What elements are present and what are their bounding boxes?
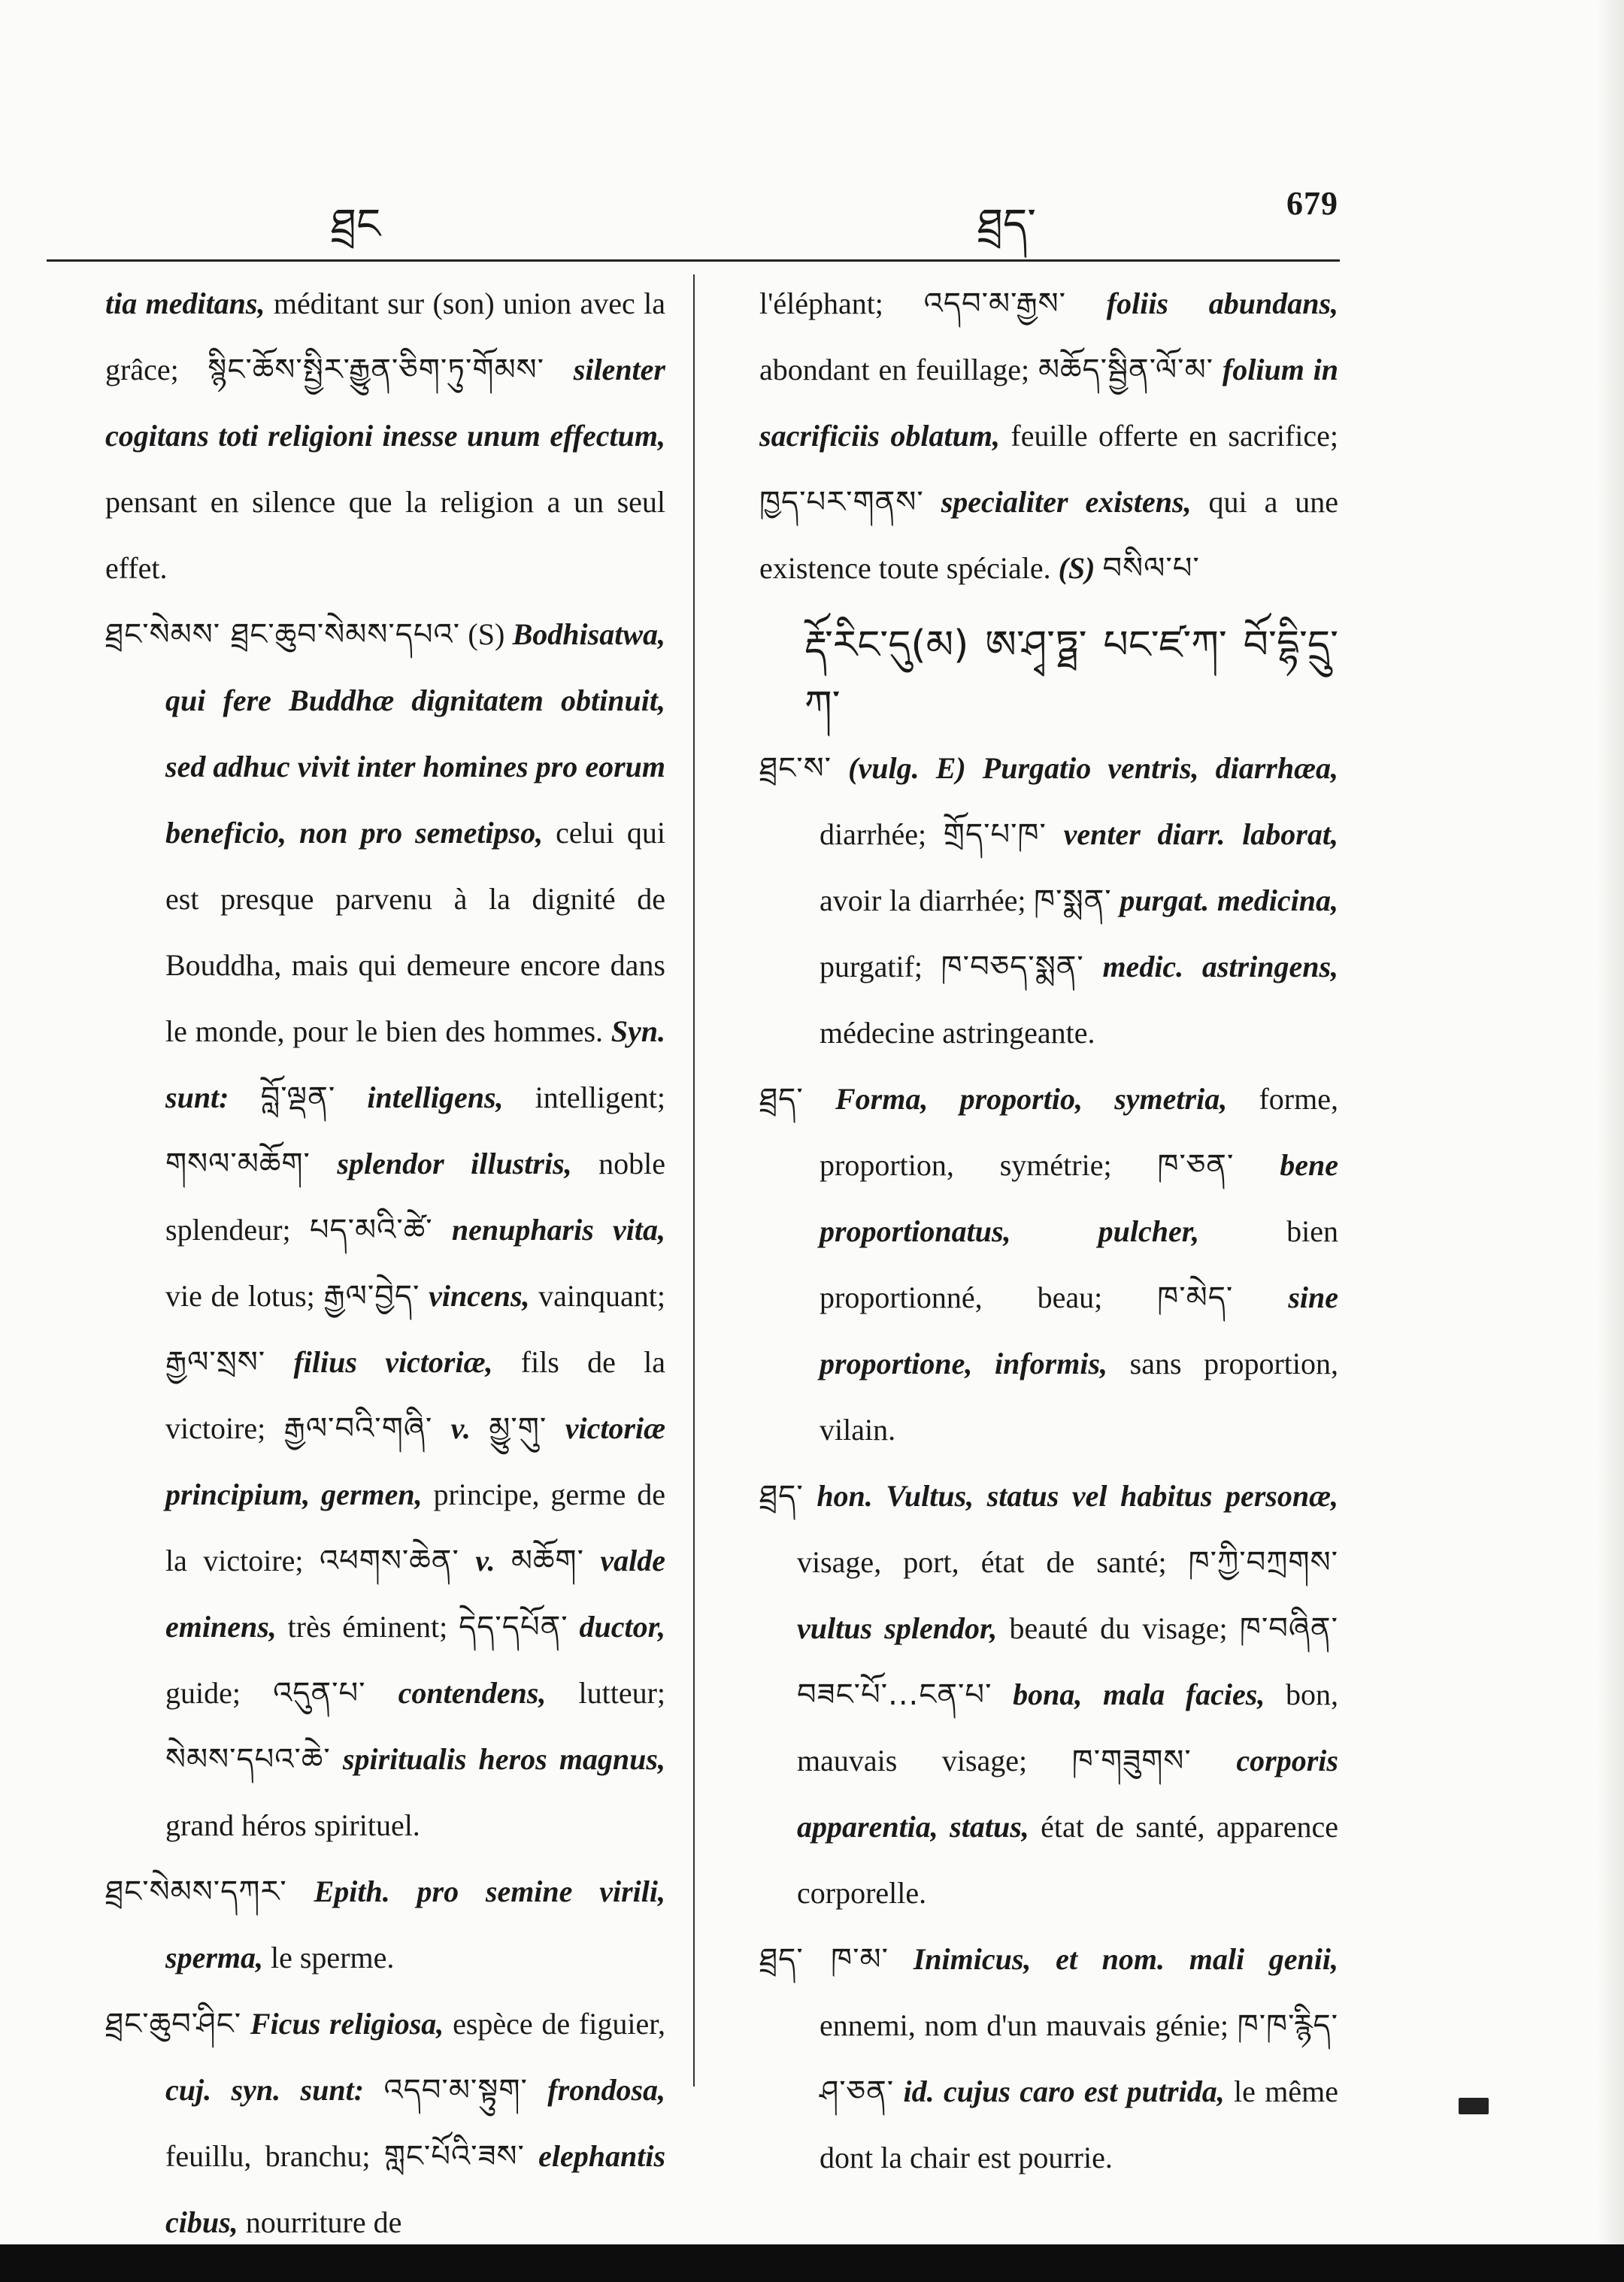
tibetan-term: ཁ་ཁ་རྙིད་ཤ་ཅན་ <box>820 2008 1338 2109</box>
tibetan-term: ཁ་ཅན་ <box>1157 1148 1235 1183</box>
latin-gloss: Bodhisatwa, qui fere Buddhæ dignitatem obtinuit, sed adhuc vivit inter homines pro eorum beneficio, non pro semetipso, <box>165 617 666 850</box>
french-gloss: l'éléphant; <box>759 286 924 320</box>
latin-gloss: silenter cogitans toti religioni inesse unum effectum, <box>105 353 665 453</box>
tibetan-term: བློ་ལྡན་ <box>260 1080 336 1115</box>
tibetan-term: ཁ་སྨན་ <box>1034 883 1112 918</box>
french-gloss: vie de lotus; <box>165 1279 324 1313</box>
margin-mark <box>1459 2098 1489 2114</box>
latin-gloss: hon. Vultus, status vel habitus personæ, <box>803 1479 1338 1513</box>
latin-gloss: Inimicus, et nom. mali genii, <box>889 1942 1338 1976</box>
latin-gloss: filius victoriæ, <box>265 1345 493 1379</box>
tibetan-term: ཐྲང་ས་ <box>759 751 832 786</box>
tibetan-term: སེམས་དཔའ་ཆེ་ <box>165 1742 331 1777</box>
tibetan-term: མྱུ་གུ་ <box>489 1411 547 1446</box>
latin-gloss: cuj. syn. sunt: <box>165 2073 384 2107</box>
tibetan-term: དེད་དཔོན་ <box>459 1610 568 1644</box>
french-gloss: très éminent; <box>276 1610 459 1644</box>
tibetan-term: ཁ་ཀྱི་བཀྲགས་ <box>1188 1545 1338 1580</box>
tibetan-term: ཐྲང་སེམས་ ཐྲང་ཆུབ་སེམས་དཔའ་ <box>105 617 461 652</box>
page-number: 679 <box>1286 185 1338 222</box>
french-gloss: bon, mauvais visage; <box>797 1677 1338 1777</box>
tibetan-term: ཐྲད་ <box>759 1082 804 1117</box>
latin-gloss: foliis abundans, <box>1066 286 1339 320</box>
latin-gloss: corporis apparentia, status, <box>797 1744 1338 1844</box>
tibetan-term: བསིལ་པ་ <box>1102 551 1200 586</box>
tibetan-term: འཕགས་ཆེན་ <box>319 1544 459 1578</box>
latin-gloss: v. <box>459 1544 511 1577</box>
dictionary-entry <box>759 271 1338 602</box>
french-gloss: grand héros spirituel. <box>165 1808 420 1842</box>
tibetan-term: འདབ་མ་རྒྱས་ <box>923 286 1067 321</box>
latin-gloss: spiritualis heros magnus, <box>330 1742 665 1776</box>
tibetan-term: གླང་པོའི་ཟས་ <box>383 2139 525 2174</box>
french-gloss: pensant en silence que la religion a un seul effet. <box>105 485 665 585</box>
dictionary-entry <box>105 1859 665 1991</box>
left-running-headword: ཐྲང <box>331 200 381 249</box>
latin-gloss: intelligens, <box>335 1080 504 1114</box>
french-gloss: diarrhée; <box>820 817 944 851</box>
french-gloss: bien proportionné, beau; <box>820 1214 1338 1314</box>
latin-gloss: Syn. sunt: <box>165 1014 665 1114</box>
latin-gloss: elephantis cibus, <box>165 2139 666 2239</box>
french-gloss: nourriture de <box>238 2205 402 2239</box>
french-gloss: feuille offerte en sacrifice; <box>999 419 1338 453</box>
tibetan-term: ཐྲད་ <box>759 1479 804 1514</box>
tibetan-term: ཐྲང་སེམས་དཀར་ <box>105 1874 287 1909</box>
latin-gloss: venter diarr. laborat, <box>1046 817 1338 851</box>
latin-gloss: valde eminens, <box>165 1544 665 1644</box>
tibetan-term: ཁ་མེད་ <box>1157 1280 1234 1315</box>
french-gloss: espèce de figuier, <box>444 2007 665 2041</box>
french-gloss: guide; <box>165 1676 274 1710</box>
french-gloss: ennemi, nom d'un mauvais génie; <box>820 2008 1238 2042</box>
dictionary-entry <box>759 1463 1338 1926</box>
latin-gloss: bene proportionatus, pulcher, <box>820 1148 1338 1248</box>
tibetan-term: རྒྱལ་བའི་གཞི་ <box>283 1411 433 1446</box>
french-gloss: purgatif; <box>820 950 941 983</box>
tibetan-term: འདུན་པ་ <box>273 1676 366 1711</box>
latin-gloss: id. cujus caro est putrida, <box>894 2074 1225 2108</box>
french-gloss: qui a une existence toute spéciale. <box>759 485 1338 585</box>
tibetan-term: མཆོད་སྦྱིན་ལོ་མ་ <box>1038 353 1214 387</box>
french-gloss: feuillu, branchu; <box>165 2139 384 2173</box>
page-header <box>45 169 1338 252</box>
latin-gloss: Forma, proportio, symetria, <box>803 1082 1228 1116</box>
latin-gloss: contendens, <box>365 1676 547 1710</box>
french-gloss: fils de la victoire; <box>165 1345 666 1445</box>
header-rule <box>47 259 1340 262</box>
latin-gloss: vincens, <box>420 1279 530 1313</box>
dictionary-entry <box>759 735 1338 1066</box>
latin-gloss: medic. astringens, <box>1083 950 1339 983</box>
right-column <box>759 271 1338 2191</box>
latin-gloss: tia meditans, <box>105 286 265 320</box>
right-running-headword: ཐྲད་ <box>977 200 1037 249</box>
tibetan-term: ཐྲང་ཆུབ་ཤིང་ <box>105 2007 242 2041</box>
french-gloss: le sperme. <box>263 1941 395 1974</box>
tibetan-term: མཆོག་ <box>511 1544 584 1578</box>
tibetan-term: འདབ་མ་སྟུག་ <box>383 2073 528 2108</box>
tibetan-term: གསལ་མཆོག་ <box>165 1147 311 1181</box>
latin-gloss: vultus splendor, <box>797 1611 998 1645</box>
french-gloss: le même dont la chair est pourrie. <box>820 2074 1338 2174</box>
french-gloss: médecine astringeante. <box>820 1016 1095 1050</box>
tibetan-term: ཁ་གཟུགས་ <box>1071 1744 1192 1778</box>
tibetan-term: སྙིང་ཆོས་སྤྱིར་རྒྱུན་ཅིག་ཏུ་གོམས་ <box>208 353 545 387</box>
french-gloss: beauté du visage; <box>997 1611 1240 1645</box>
french-gloss: visage, port, état de santé; <box>797 1545 1189 1579</box>
latin-gloss: specialiter existens, <box>923 485 1192 519</box>
tibetan-term: ཁ་བཅད་སྨན་ <box>941 950 1084 984</box>
latin-gloss: splendor illustris, <box>310 1147 572 1180</box>
french-gloss: celui qui est presque parvenu à la dignité de Bouddha, mais qui demeure encore dans le monde, pour le bien des hommes. <box>165 816 665 1048</box>
latin-gloss: purgat. medicina, <box>1111 883 1338 917</box>
french-gloss: vainquant; <box>529 1279 665 1313</box>
dictionary-entry <box>105 1991 665 2256</box>
tibetan-term: པད་མའི་ཚེ་ <box>309 1213 433 1247</box>
latin-gloss: frondosa, <box>527 2073 666 2107</box>
latin-gloss: sine proportione, informis, <box>820 1280 1338 1380</box>
french-gloss: principe, germe de la victoire; <box>165 1477 666 1577</box>
tibetan-term: ཐྲད་ ཁ་མ་ <box>759 1942 889 1977</box>
tibetan-term: རྒྱལ་སྲས་ <box>165 1345 266 1380</box>
dictionary-entry <box>105 271 665 602</box>
latin-gloss: bona, mala facies, <box>992 1677 1265 1711</box>
latin-gloss: ductor, <box>568 1610 665 1644</box>
left-column <box>105 271 665 2256</box>
tibetan-term: གྲོད་པ་ཁ་ <box>943 817 1047 852</box>
french-gloss: lutteur; <box>546 1676 666 1710</box>
scan-bottom-band <box>0 2244 1624 2282</box>
french-gloss: noble splendeur; <box>165 1147 665 1247</box>
latin-gloss: victoriæ principium, germen, <box>165 1411 665 1511</box>
dictionary-entry <box>759 1066 1338 1463</box>
page-edge-shadow <box>1597 0 1624 2282</box>
french-gloss: abondant en feuillage; <box>759 353 1038 386</box>
latin-gloss: folium in sacrificiis oblatum, <box>759 353 1339 453</box>
latin-gloss: (S) <box>1058 551 1103 585</box>
french-gloss: avoir la diarrhée; <box>820 883 1035 917</box>
dictionary-entry <box>105 602 665 1859</box>
french-gloss: intelligent; <box>503 1080 665 1114</box>
tibetan-term: ཁ་བཞིན་བཟང་པོ་...ངན་པ་ <box>797 1611 1339 1712</box>
tibetan-term: རྒྱལ་བྱེད་ <box>323 1279 420 1314</box>
french-gloss: (S) <box>460 617 513 651</box>
latin-gloss: v. <box>432 1411 489 1445</box>
french-gloss: sans proportion, vilain. <box>820 1347 1338 1447</box>
tibetan-term: ཁྱད་པར་གནས་ <box>759 485 924 520</box>
latin-gloss: (vulg. E) Purgatio ventris, diarrhæa, <box>832 751 1338 785</box>
french-gloss: forme, proportion, symétrie; <box>820 1082 1338 1182</box>
sanskrit-verse: རྡོ་རིང་དུ(མ) ཨ་ཤྭ་ཏྠ་ པང་ཛ་ཀ་ བོ་དྷི་དྲུ་ཀ་ <box>804 623 1338 728</box>
latin-gloss: nenupharis vita, <box>432 1213 666 1247</box>
column-divider <box>693 274 695 2087</box>
dictionary-entry <box>759 1926 1338 2191</box>
french-gloss: méditant sur (son) union avec la grâce; <box>105 286 665 386</box>
latin-gloss: Epith. pro semine virili, sperma, <box>165 1874 665 1974</box>
latin-gloss: Ficus religiosa, <box>241 2007 444 2041</box>
french-gloss: état de santé, apparence corporelle. <box>797 1810 1338 1910</box>
